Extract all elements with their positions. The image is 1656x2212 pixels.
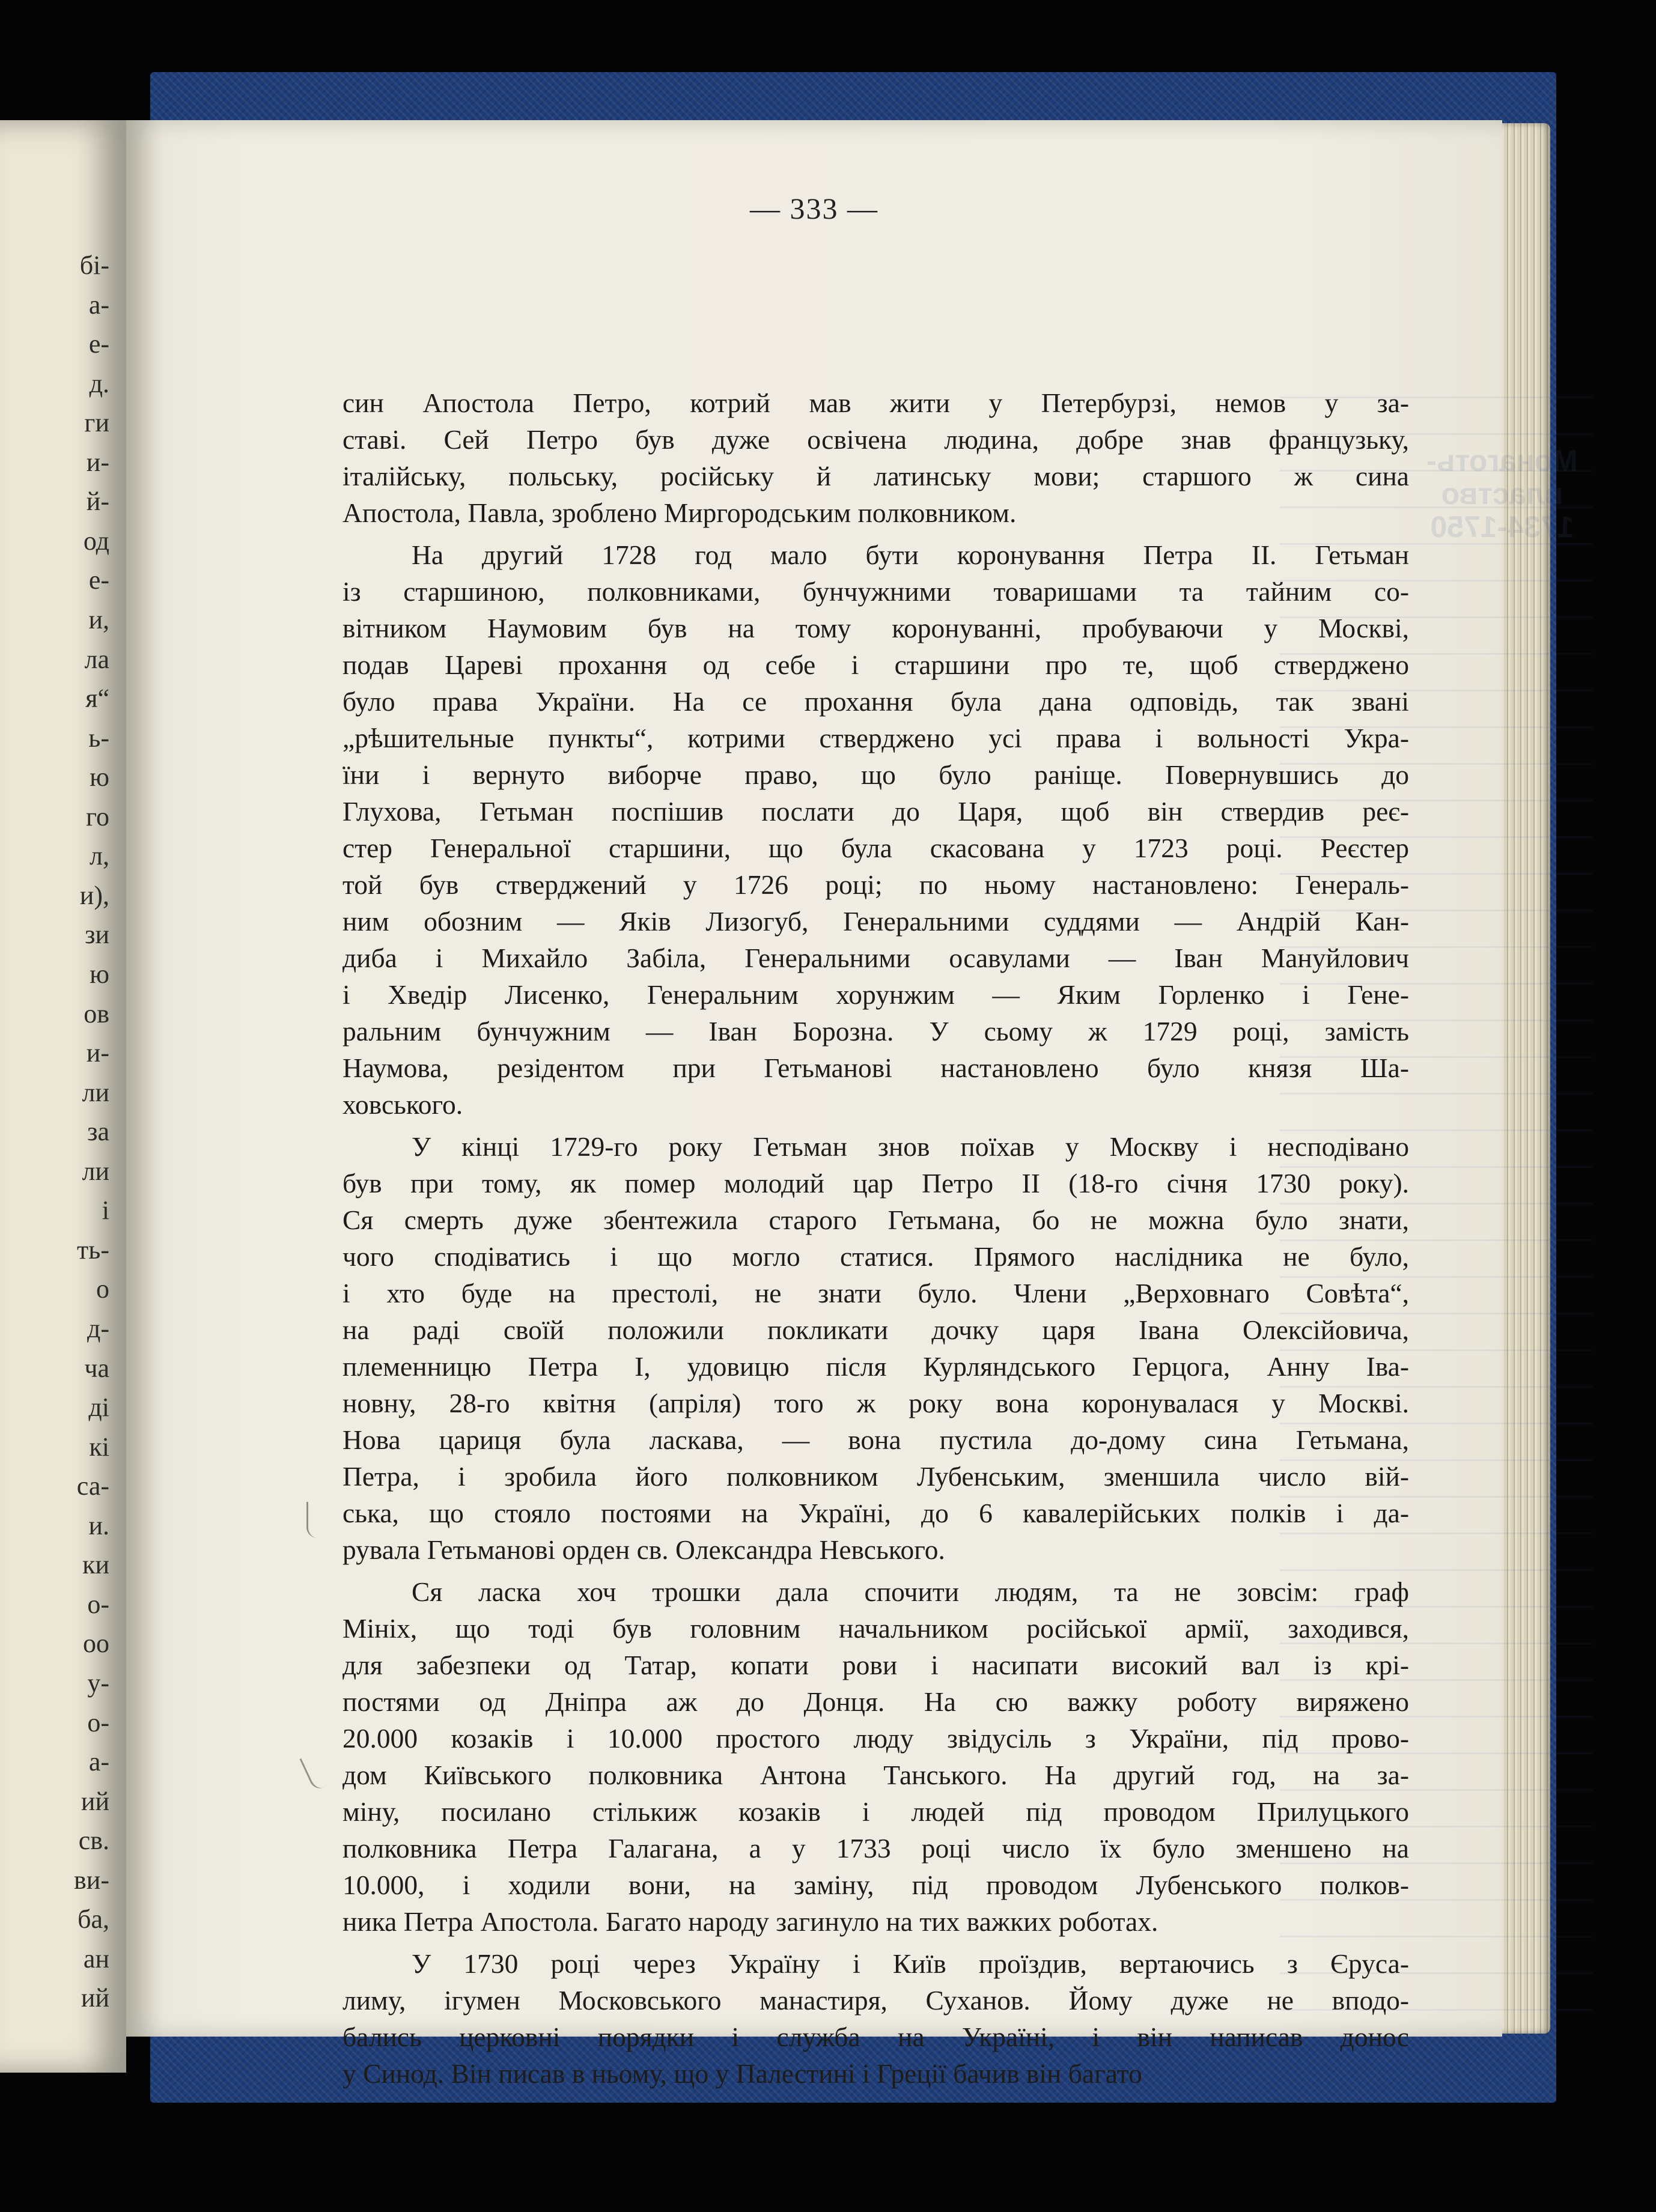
text-line: міну, посилано стількиж козаків і людей під проводом Прилуцького (342, 1796, 1409, 1827)
text-line: був при тому, як помер молодий цар Петро II (18-го січня 1730 року). (342, 1168, 1409, 1199)
text-line: ника Петра Апостола. Багато народу загинуло на тих важких роботах. (342, 1906, 1158, 1937)
previous-page-fragment: е- (88, 565, 109, 595)
previous-page-fragment: кі (89, 1432, 109, 1462)
previous-page-fragment: ий (81, 1983, 109, 2013)
previous-page-fragment: о (96, 1274, 109, 1304)
book-page (126, 120, 1578, 2089)
text-line: ська, що стояло постоями на Україні, до 6 кавалерійських полків і да- (342, 1498, 1409, 1528)
page-number: — 333 — (750, 192, 878, 225)
previous-page-fragment: і (102, 1196, 109, 1226)
text-line: чого сподіватись і що могло статися. Прямого наслідника не було, (342, 1241, 1409, 1272)
previous-page-fragment: а- (88, 290, 109, 320)
previous-page-fragment: и), (79, 880, 109, 910)
text-line: лиму, ігумен Московського манастиря, Суханов. Йому дуже не вподо- (342, 1985, 1409, 2016)
previous-page-fragment: ді (88, 1393, 109, 1423)
previous-page-fragment: л, (90, 841, 109, 871)
text-line: ним обозним — Яків Лизогуб, Генеральними суддями — Андрій Кан- (342, 906, 1409, 937)
previous-page-fragment: д- (87, 1314, 109, 1343)
previous-page-fragment: ю (90, 762, 109, 792)
text-line: ставі. Сей Петро був дуже освічена людина, добре знав французьку, (342, 424, 1409, 455)
previous-page-fragment: зи (85, 920, 109, 950)
previous-page-fragment: ки (82, 1550, 109, 1580)
text-line: племенницю Петра I, удовицю після Курляндського Герцога, Анну Іва- (342, 1351, 1409, 1382)
previous-page-fragment: а- (88, 1747, 109, 1777)
text-line: Глухова, Гетьман поспішив послати до Царя, щоб він ствердив реє- (342, 796, 1409, 827)
previous-page-fragment: и- (86, 447, 109, 477)
previous-page-fragment: ий (81, 1786, 109, 1816)
text-line: У кінці 1729-го року Гетьман знов поїхав у Москву і несподівано (412, 1131, 1409, 1162)
previous-page-fragment: е- (88, 329, 109, 359)
previous-page-fragment: ги (84, 408, 109, 438)
text-line: ральним бунчужним — Іван Борозна. У сьому ж 1729 році, замість (342, 1016, 1409, 1047)
text-line: їни і вернуто виборче право, що було раніще. Повернувшись до (342, 759, 1409, 790)
text-line: у Синод. Він писав в ньому, що у Палестині і Греції бачив він багато (342, 2058, 1142, 2089)
text-line: Ся ласка хоч трошки дала спочити людям, та не зовсім: граф (412, 1576, 1409, 1607)
text-line: На другий 1728 год мало бути коронування Петра II. Гетьман (412, 539, 1409, 570)
text-line: 10.000, і ходили вони, на заміну, під проводом Лубенського полков- (342, 1870, 1409, 1900)
text-line: Ся смерть дуже збентежила старого Гетьмана, бо не можна було знати, (342, 1205, 1409, 1235)
previous-page-fragment: ли (82, 1077, 109, 1107)
pencil-mark (299, 1753, 328, 1792)
text-line: вітником Наумовим був на тому коронуванні, пробуваючи у Москві, (342, 613, 1409, 643)
text-body (342, 384, 1409, 2092)
previous-page-fragment: ь- (88, 723, 109, 753)
text-line: новну, 28-го квітня (апріля) того ж року вона коронувалася у Москві. (342, 1388, 1409, 1418)
text-line: рувала Гетьманові орден св. Олександра Невського. (342, 1534, 945, 1565)
text-line: на раді своїй положили покликати дочку царя Івана Олексійовича, (342, 1314, 1409, 1345)
text-line: „рѣшительные пункты“, котрими стверджено усі права і вольності Укра- (342, 723, 1409, 753)
text-line: італійську, польську, російську й латинську мови; старшого ж сина (342, 461, 1409, 491)
previous-page-fragment: за (87, 1117, 109, 1147)
previous-page-fragment: и- (86, 1038, 109, 1068)
previous-page-fragment: и. (88, 1510, 109, 1540)
previous-page-fragment: о- (87, 1589, 109, 1619)
text-line: і Хведір Лисенко, Генеральним хорунжим — Яким Горленко і Гене- (342, 979, 1409, 1010)
text-line: було права України. На се прохання була дана одповідь, так звані (342, 686, 1409, 717)
text-line: і хто буде на престолі, не знати було. Члени „Верховнаго Совѣта“, (342, 1278, 1409, 1308)
text-line: Апостола, Павла, зроблено Миргородським полковником. (342, 497, 1017, 528)
previous-page-fragment: ть- (77, 1235, 109, 1265)
text-line: 20.000 козаків і 10.000 простого люду звідусіль з України, під прово- (342, 1723, 1409, 1754)
previous-page-fragment: о- (87, 1707, 109, 1737)
text-line: диба і Михайло Забіла, Генеральними осавулами — Іван Мануйлович (342, 943, 1409, 973)
previous-page-fragment: д. (89, 368, 109, 398)
side-note-show-through: Монаготь- властво 1734-1750 (1426, 444, 1578, 544)
previous-page-fragment: ли (82, 1156, 109, 1186)
previous-page-fragment: ан (83, 1943, 109, 1973)
previous-page-fragment: го (86, 801, 109, 831)
text-line: син Апостола Петро, котрий мав жити у Петербурзі, немов у за- (342, 387, 1409, 418)
previous-page-fragment: од (83, 526, 109, 556)
previous-page-fragment: са- (76, 1471, 109, 1501)
previous-page-fragment: ба, (78, 1904, 109, 1934)
text-line: Петра, і зробила його полковником Лубенським, зменшила число вій- (342, 1461, 1409, 1492)
text-line: Мініх, що тоді був головним начальником російської армії, заходився, (342, 1613, 1409, 1644)
previous-page-fragment: ла (84, 644, 109, 674)
previous-page-fragment: й- (86, 487, 109, 517)
text-line: стер Генеральної старшини, що була скасована у 1723 році. Реєстер (342, 833, 1409, 863)
text-line: Нова цариця була ласкава, — вона пустила до-дому сина Гетьмана, (342, 1424, 1409, 1455)
previous-page-fragment: и, (88, 605, 109, 634)
text-line: дом Київського полковника Антона Танського. На другий год, на за- (342, 1760, 1409, 1790)
text-line: бались церковні порядки і служба на Україні, і він написав донос (342, 2022, 1409, 2052)
text-line: той був стверджений у 1726 році; по ньому настановлено: Генераль- (342, 869, 1409, 900)
previous-page-fragment: св. (78, 1826, 109, 1856)
text-line: із старшиною, полковниками, бунчужними товаришами та тайним со- (342, 576, 1409, 607)
previous-page-fragment: ча (84, 1353, 109, 1383)
text-line: ховського. (342, 1089, 463, 1120)
text-line: Наумова, резідентом при Гетьманові настановлено було князя Ша- (342, 1053, 1409, 1083)
previous-page-fragment: бі- (79, 251, 109, 280)
previous-page-fragment: ви- (74, 1865, 109, 1895)
previous-page-fragment: у- (87, 1668, 109, 1698)
pencil-mark (306, 1502, 321, 1538)
previous-page-fragment: я“ (85, 684, 109, 714)
text-line: полковника Петра Галагана, а у 1733 році число їх було зменшено на (342, 1833, 1409, 1864)
previous-page-edge (0, 120, 126, 2073)
text-line: постями од Дніпра аж до Донця. На сю важку роботу виряжено (342, 1686, 1409, 1717)
previous-page-fragment: ов (84, 998, 109, 1029)
text-line: У 1730 році через Україну і Київ проїздив, вертаючись з Єруса- (412, 1948, 1409, 1979)
previous-page-fragment: оо (83, 1629, 109, 1659)
text-line: подав Цареві прохання од себе і старшини про те, щоб стверджено (342, 649, 1409, 680)
previous-page-fragment: ю (90, 959, 109, 989)
text-line: для забезпеки од Татар, копати рови і насипати високий вал із крі- (342, 1650, 1409, 1680)
